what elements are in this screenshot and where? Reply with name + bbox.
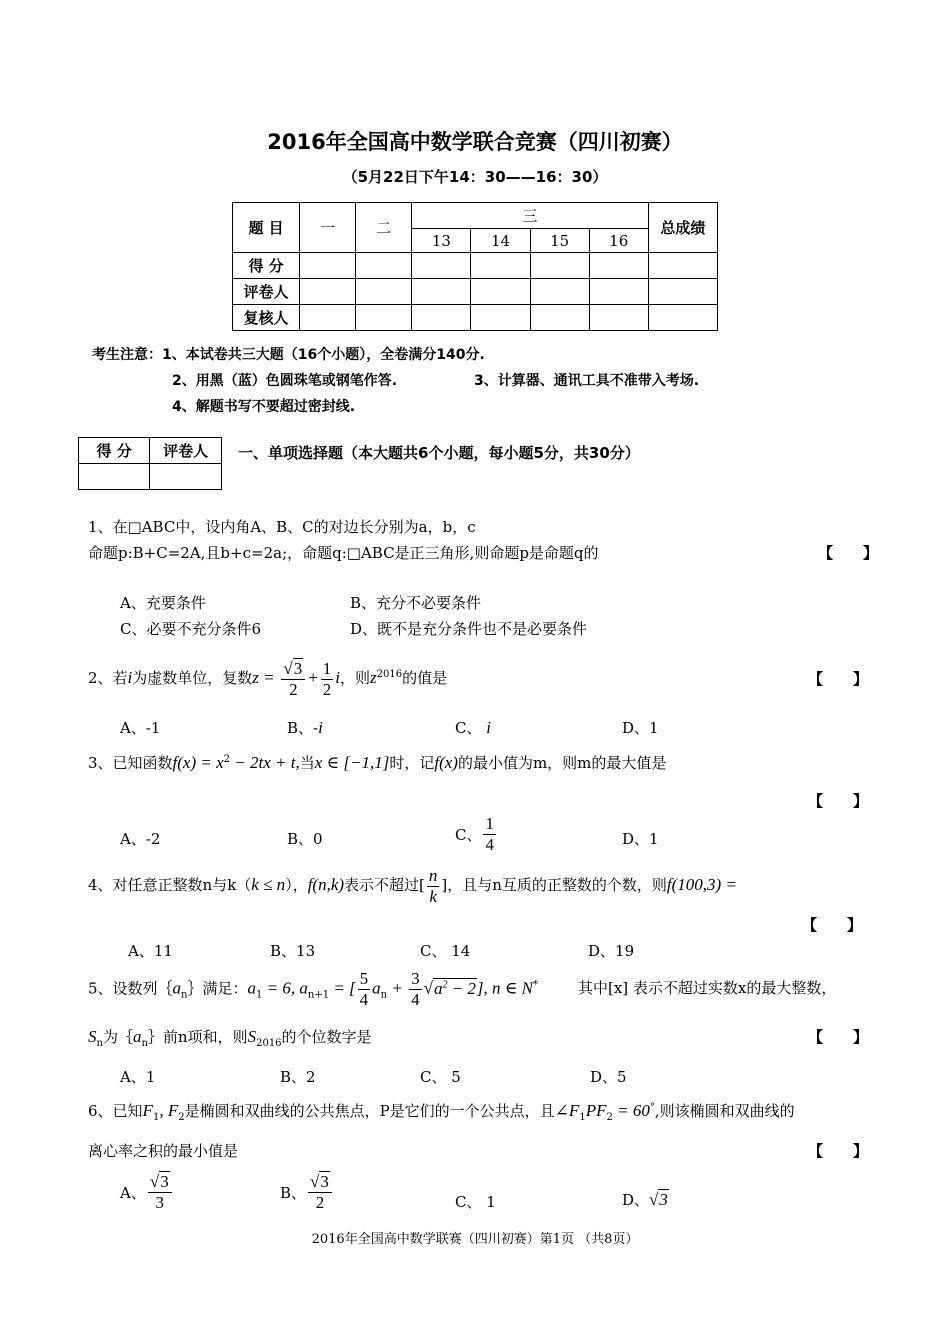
page-footer: 2016年全国高中数学联赛（四川初赛）第1页 （共8页） [311, 1232, 639, 1247]
q2-plus: + [307, 668, 319, 687]
q6-option-d-label: D、 [622, 1191, 650, 1209]
header-part-three: 三 [412, 203, 648, 229]
q5-f3: 3 [411, 969, 420, 989]
q6-b-sqrt3: 3 [320, 1172, 329, 1191]
header-q15: 15 [530, 229, 589, 253]
header-part-one: 一 [300, 203, 356, 253]
header-q16: 16 [589, 229, 648, 253]
section-score-cell[interactable] [79, 464, 150, 490]
q4-text: ）， [285, 876, 308, 894]
q6-option-a [120, 1172, 174, 1213]
q3-text: 当 [299, 754, 315, 772]
q3-option-a: A、-2 [120, 830, 161, 848]
q5-n-sub-b: n [380, 989, 388, 1001]
q6-eq60: = 60 [612, 1101, 650, 1120]
q2-text: ，则 [339, 669, 370, 687]
page-title: 2016年全国高中数学联合竞赛（四川初赛） [267, 130, 683, 154]
q5-np1: n+1 [307, 989, 330, 1001]
q6-d-sqrt3: 3 [659, 1190, 668, 1209]
score-cell[interactable] [471, 305, 530, 331]
score-cell[interactable] [589, 305, 648, 331]
q6-comma-f: , F [159, 1101, 179, 1120]
q5-frac-5-4 [358, 969, 371, 1010]
q2-option-c-label: C、 [455, 719, 482, 737]
q5-text: 5、设数列｛ [88, 979, 173, 998]
q5-eq3: a [372, 978, 381, 998]
q2-option-b-i: i [318, 718, 323, 737]
q3-text: 时，记 [389, 754, 435, 772]
q3-text: 3、已知函数 [88, 754, 173, 772]
score-cell[interactable] [589, 279, 648, 305]
row-label-grader: 评卷人 [233, 279, 300, 305]
q5-option-b: B、2 [280, 1068, 316, 1086]
q5-text-c: 其中[x] 表示不超过实数x的最大整数， [578, 979, 837, 997]
q6-sub1: 1 [152, 1112, 160, 1123]
q1-line1: 1、在□ABC中，设内角A、B、C的对边长分别为a，b，c [88, 518, 476, 536]
q6-f: F [142, 1101, 153, 1120]
score-cell[interactable] [648, 305, 717, 331]
q6-degree: ° [649, 1102, 655, 1113]
q1-option-d: D、既不是充分条件也不是必要条件 [350, 620, 588, 638]
q1-option-a: A、充要条件 [120, 594, 206, 612]
header-total: 总成绩 [648, 203, 717, 253]
q5-s-sub: n [96, 1038, 103, 1049]
score-table [232, 202, 718, 331]
q5-s-b: S [247, 1027, 257, 1046]
q4-answer-bracket[interactable]: 【 】 [802, 916, 863, 934]
header-part-two: 二 [356, 203, 412, 253]
table-row [233, 305, 718, 331]
score-cell[interactable] [356, 253, 412, 279]
q4-text: 表示不超过[ [344, 876, 425, 894]
q4-option-d: D、19 [588, 942, 635, 960]
q5-sqrt [433, 978, 477, 998]
q3-formula: f(x) = x [172, 753, 224, 772]
notice-item-3: 3、计算器、通讯工具不准带入考场. [474, 373, 700, 389]
q2-z: z [370, 668, 377, 687]
q5-a1: a [247, 978, 257, 998]
row-label-reviewer: 复核人 [233, 305, 300, 331]
q5-text: 为｛ [102, 1028, 133, 1046]
q5-line2 [88, 1026, 372, 1049]
q4-option-b: B、13 [270, 942, 316, 960]
q1-option-b: B、充分不必要条件 [350, 594, 482, 612]
q2-option-a: A、-1 [120, 719, 161, 737]
q4-text: 4、对任意正整数n与k（ [88, 876, 252, 894]
q4-frac [427, 866, 440, 907]
q3-option-b: B、0 [287, 830, 323, 848]
q2-z-eq: z = [252, 668, 275, 687]
q3-c-num: 1 [485, 814, 494, 833]
notice-line-1 [92, 344, 485, 364]
q2-two: 2 [289, 679, 298, 699]
q5-text: ｝前n项和，则 [147, 1028, 248, 1046]
q1-line2: 命题p:B+C=2A,且b+c=2a;，命题q:□ABC是正三角形,则命题p是命题q的 [88, 544, 599, 562]
q3-condition: x ∈ [−1,1] [314, 753, 390, 772]
section-grader-cell[interactable] [150, 464, 222, 490]
section-score-box [78, 437, 222, 490]
q4-option-c: C、 14 [420, 942, 471, 960]
q6-line2: 离心率之积的最小值是 [88, 1142, 239, 1160]
q4-option-a: A、11 [128, 942, 173, 960]
q3-option-c-label: C、 [455, 826, 482, 844]
score-cell[interactable] [648, 253, 717, 279]
q3-formula2: − 2tx + t, [230, 753, 300, 772]
q6-b-den: 2 [315, 1193, 325, 1212]
q6-stem [88, 1100, 795, 1123]
q2-one: 1 [322, 658, 332, 678]
q2-exponent: 2016 [376, 669, 403, 680]
notice-item-1: 1、本试卷共三大题（16个小题），全卷满分140分. [162, 347, 485, 363]
q4-k: k [429, 886, 437, 906]
q6-option-b-frac: $\frac{√3}{2}$ [308, 1172, 332, 1213]
q3-option-d: D、1 [622, 830, 659, 848]
q5-an: a [172, 978, 182, 998]
q5-frac-3-4 [409, 969, 422, 1010]
q4-condition: k ≤ n [251, 875, 286, 894]
q3-c-den: 4 [485, 835, 494, 854]
q2-i: i [127, 668, 133, 687]
score-cell[interactable] [471, 279, 530, 305]
table-row [233, 253, 718, 279]
score-cell[interactable] [300, 305, 356, 331]
section-grader-label: 评卷人 [150, 438, 222, 464]
q5-option-c: C、 5 [420, 1068, 461, 1086]
q5-eq6: − 2 [447, 978, 476, 998]
q5-n-sub-c: n [141, 1038, 148, 1049]
header-q13: 13 [412, 229, 471, 253]
q5-s2016: 2016 [256, 1038, 282, 1049]
q5-s: S [88, 1027, 97, 1046]
q1-answer-bracket[interactable]: 【 】 [818, 544, 879, 562]
score-cell[interactable] [530, 279, 589, 305]
q5-option-a: A、1 [120, 1068, 156, 1086]
q5-answer-bracket[interactable]: 【 】 [808, 1028, 869, 1046]
q2-text: 2、若 [88, 669, 128, 687]
score-cell[interactable] [356, 279, 412, 305]
q5-an-b: a [132, 1027, 142, 1046]
q5-eq4: + [387, 978, 408, 998]
q3-option-c-frac [483, 814, 496, 855]
q6-a-den: 3 [155, 1193, 165, 1212]
score-cell[interactable] [412, 305, 471, 331]
q5-f4: 4 [359, 990, 369, 1010]
notice-item-2: 2、用黑（蓝）色圆珠笔或钢笔作答. [172, 373, 398, 389]
q4-f100: f(100,3) = [666, 875, 737, 894]
score-cell[interactable] [648, 279, 717, 305]
q4-text: ]，且与n互质的正整数的个数，则 [441, 876, 667, 894]
q3-square: 2 [223, 754, 231, 765]
q5-two-sup: 2 [442, 979, 448, 990]
row-label-score: 得 分 [233, 253, 300, 279]
q5-f4-b: 4 [411, 990, 420, 1010]
q6-angle: ∠F [554, 1101, 580, 1120]
score-cell[interactable] [471, 253, 530, 279]
q6-text: 6、已知 [88, 1102, 143, 1120]
q6-text: ,则该椭圆和双曲线的 [654, 1102, 795, 1120]
q2-option-c-i: i [486, 718, 491, 737]
q3-option-c [455, 814, 498, 855]
q5-eq2: = [ [329, 978, 356, 998]
q6-sub2-b: 2 [606, 1112, 613, 1123]
q2-i-tail: i [335, 668, 340, 687]
q6-option-a-label: A、 [120, 1184, 146, 1202]
q2-frac-sqrt3: $\frac{√3}{2}$ [281, 659, 305, 700]
score-cell[interactable] [412, 279, 471, 305]
q5-eq5: a [433, 978, 443, 998]
q6-option-d: D、√3 [622, 1190, 668, 1209]
q2-option-b [287, 717, 323, 738]
exam-time: （5月22日下午14：30——16：30） [342, 168, 608, 186]
q4-fnk: f(n,k) [307, 875, 345, 894]
q5-text: 的个位数字是 [281, 1028, 372, 1046]
q6-a-sqrt3: 3 [160, 1172, 169, 1191]
q2-option-b-label: B、- [287, 719, 319, 737]
q6-text: 是椭圆和双曲线的公共焦点，P是它们的一个公共点，且 [184, 1102, 555, 1120]
q2-sqrt3: 3 [293, 658, 303, 678]
q6-option-c: C、 1 [455, 1193, 496, 1211]
q5-text: ｝满足： [187, 979, 248, 998]
q5-option-d: D、5 [590, 1068, 627, 1086]
q3-fx: f(x) [434, 753, 458, 772]
q6-sub1-b: 1 [579, 1112, 586, 1123]
header-q14: 14 [471, 229, 530, 253]
score-cell[interactable] [412, 253, 471, 279]
q6-option-b [280, 1172, 334, 1213]
score-cell[interactable] [530, 305, 589, 331]
q3-text: 的最小值为m，则m的最大值是 [457, 754, 667, 772]
q1-option-c: C、必要不充分条件6 [120, 620, 262, 638]
q2-option-d: D、1 [622, 719, 659, 737]
score-cell[interactable] [300, 279, 356, 305]
notice-item-4: 4、解题书写不要超过密封线. [172, 399, 356, 415]
q3-stem [88, 752, 666, 773]
section-score-label: 得 分 [79, 438, 150, 464]
q3-answer-bracket[interactable]: 【 】 [808, 792, 869, 810]
score-cell[interactable] [589, 253, 648, 279]
q5-n-sub: n [181, 989, 188, 1001]
q5-stem: 5、设数列$\{a_n\}$满足：$a_1 = 6$, $a_{n+1}$ = [ $\frac{5}{4}$ $a_n$ + $\frac{3}{4}$ $√a^2 - 2$], n ∈ N* [88, 969, 538, 1010]
q5-star: * [532, 979, 538, 991]
q5-f5: 5 [359, 969, 369, 989]
q6-option-b-label: B、 [280, 1184, 307, 1202]
q6-sub2: 2 [178, 1112, 185, 1123]
header-question: 题 目 [233, 203, 300, 253]
q2-text: 的值是 [402, 669, 448, 687]
q2-answer-bracket[interactable]: 【 】 [808, 670, 869, 688]
q2-text: 为虚数单位，复数 [132, 669, 253, 687]
notice-label: 考生注意： [92, 347, 162, 363]
score-cell[interactable] [530, 253, 589, 279]
q6-ppf: PF [585, 1101, 607, 1120]
q4-stem [88, 862, 737, 908]
q5-eq1: = 6, a [262, 978, 308, 998]
q2-two-b: 2 [322, 679, 332, 699]
q2-option-c [455, 717, 491, 738]
q2-stem [88, 652, 447, 701]
section-heading: 一、单项选择题（本大题共6个小题，每小题5分，共30分） [238, 444, 640, 462]
score-cell[interactable] [356, 305, 412, 331]
q5-one-sub: 1 [256, 989, 263, 1001]
q6-answer-bracket[interactable]: 【 】 [808, 1142, 869, 1160]
table-row [233, 279, 718, 305]
score-cell[interactable] [300, 253, 356, 279]
q6-option-a-frac: $\frac{√3}{3}$ [148, 1172, 172, 1213]
q4-n: n [428, 865, 438, 885]
q2-frac-half [321, 659, 334, 700]
q5-eq7: ], n ∈ N [476, 978, 533, 998]
